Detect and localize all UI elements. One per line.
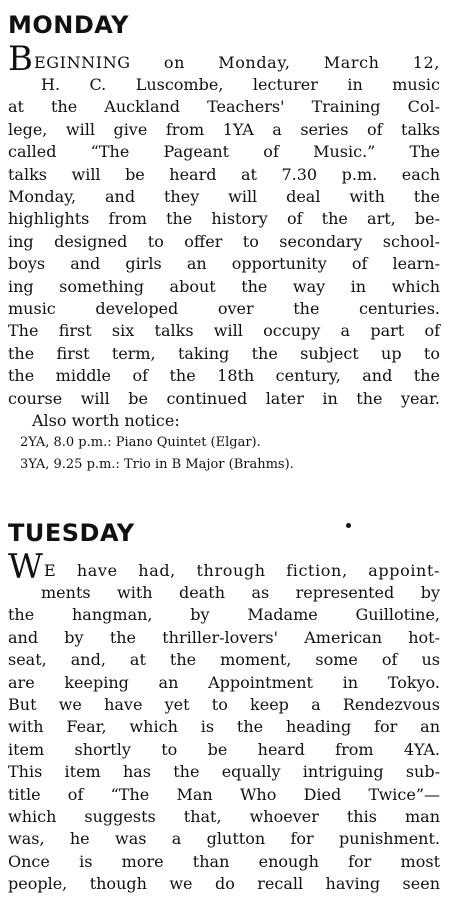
text-line: the middle of the 18th century, and the (8, 366, 440, 386)
monday-section (8, 10, 440, 476)
tuesday-section (8, 518, 440, 896)
text-line: highlights from the history of the art, be- (8, 209, 440, 229)
tuesday-heading: TUESDAY (8, 519, 135, 547)
text-line: The first six talks will occupy a part of (8, 321, 440, 341)
text-line: ments with death as represented by (41, 583, 440, 602)
text-line: the first term, taking the subject up to (8, 343, 440, 363)
text-line: This item has the equally intriguing sub- (8, 762, 440, 782)
text-line: music developed over the centuries. (8, 299, 440, 319)
text-line: and by the thriller-lovers' American hot- (8, 627, 440, 647)
text-line: at the Auckland Teachers' Training Col- (8, 97, 440, 117)
text-line: lege, will give from 1YA a series of talks (8, 119, 440, 139)
text-line: called “The Pageant of Music.” The (8, 142, 440, 162)
text-line: But we have yet to keep a Rendezvous (8, 695, 440, 715)
monday-first-line: EGINNING on Monday, March 12, (34, 52, 440, 72)
monday-lead-line (8, 39, 440, 79)
tuesday-drop-initial: W (8, 547, 43, 587)
text-line: are keeping an Appointment in Tokyo. (8, 672, 440, 692)
text-line: title of “The Man Who Died Twice”— (8, 784, 440, 804)
text-line: which suggests that, whoever this man (8, 807, 440, 827)
also-worth-notice-label: Also worth notice: (32, 411, 180, 431)
text-line: with Fear, which is the heading for an (8, 717, 440, 737)
monday-drop-initial: B (8, 39, 33, 79)
text-line: ing something about the way in which (8, 276, 440, 296)
tuesday-first-line: E have had, through fiction, appoint- (43, 560, 440, 580)
text-line: H. C. Luscombe, lecturer in music (41, 75, 440, 94)
notice-item: 2YA, 8.0 p.m.: Piano Quintet (Elgar). (20, 435, 261, 451)
text-line: Monday, and they will deal with the (8, 187, 440, 207)
text-line: was, he was a glutton for punishment. (8, 829, 440, 849)
text-line: Once is more than enough for most (8, 851, 440, 871)
text-line: seat, and, at the moment, some of us (8, 650, 440, 670)
monday-heading: MONDAY (8, 11, 129, 39)
text-line: course will be continued later in the year. (8, 388, 440, 408)
text-line: item shortly to be heard from 4YA. (8, 739, 440, 759)
text-line: people, though we do recall having seen (8, 874, 440, 894)
monday-body (8, 74, 440, 410)
tuesday-lead-line (8, 547, 440, 587)
notice-item: 3YA, 9.25 p.m.: Trio in B Major (Brahms). (20, 457, 294, 473)
text-line: talks will be heard at 7.30 p.m. each (8, 164, 440, 184)
text-line: boys and girls an opportunity of learn- (8, 254, 440, 274)
text-line: ing designed to offer to secondary school- (8, 231, 440, 251)
text-line: the hangman, by Madame Guillotine, (8, 605, 440, 625)
tuesday-body (8, 582, 440, 896)
